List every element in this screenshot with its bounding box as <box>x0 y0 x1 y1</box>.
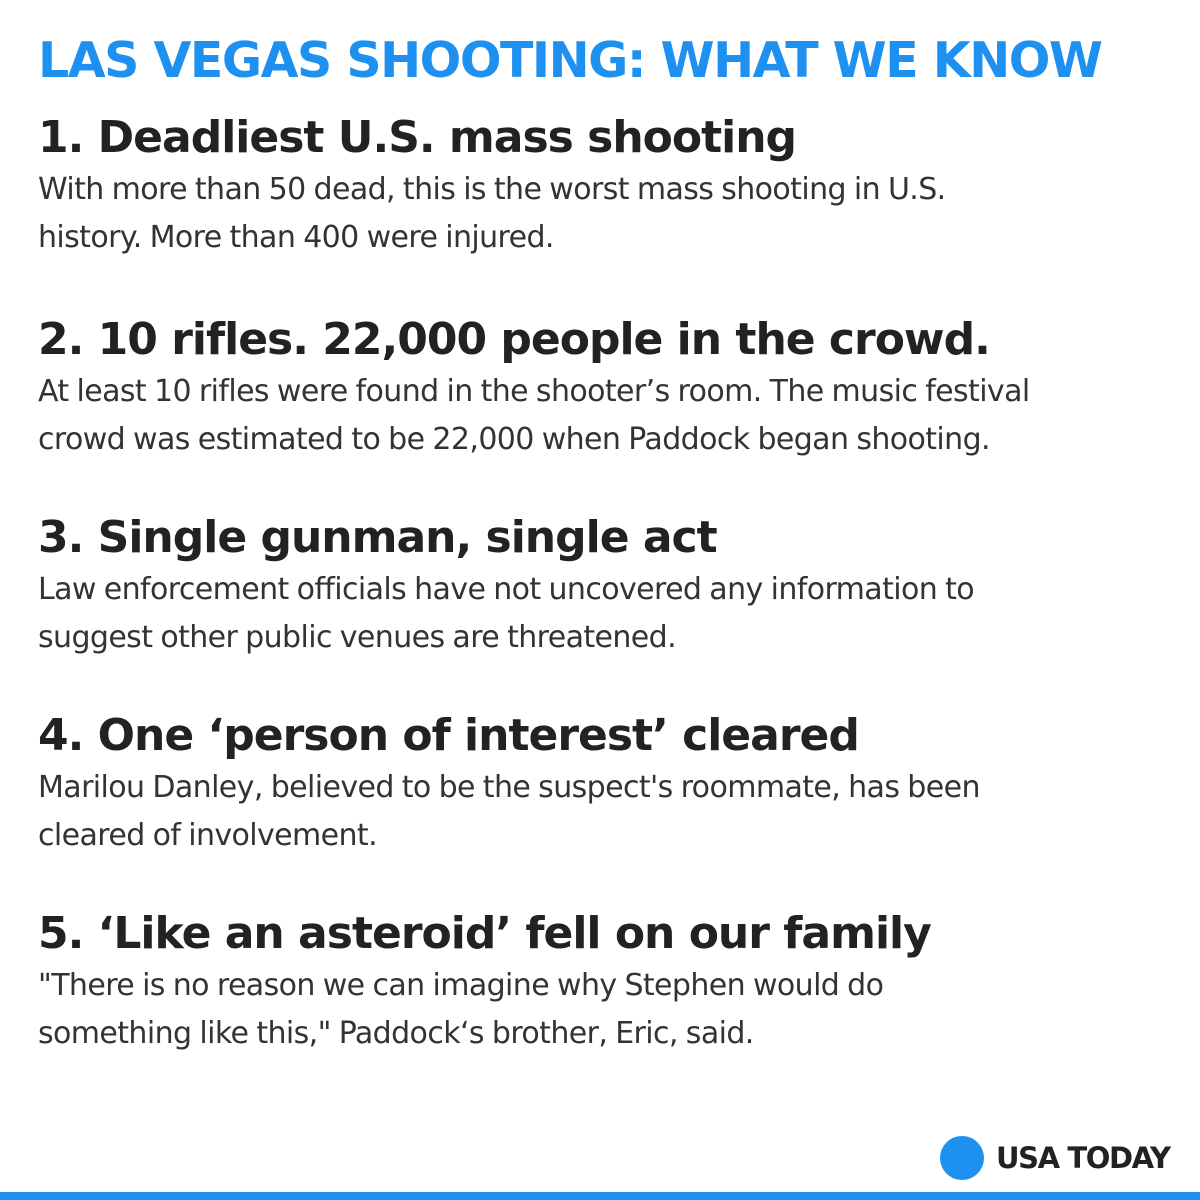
fact-heading: 3. Single gunman, single act <box>38 512 717 563</box>
fact-heading: 1. Deadliest U.S. mass shooting <box>38 112 797 163</box>
fact-body-line: Law enforcement officials have not uncovered any information to <box>38 572 974 607</box>
fact-body <box>38 368 1168 464</box>
fact-body <box>38 764 1168 860</box>
fact-body-line: cleared of involvement. <box>38 818 378 853</box>
fact-heading: 4. One ‘person of interest’ cleared <box>38 710 859 761</box>
fact-body-line: With more than 50 dead, this is the worst mass shooting in U.S. <box>38 172 946 207</box>
usa-today-logo <box>940 1136 1170 1180</box>
fact-body-line: Marilou Danley, believed to be the suspect's roommate, has been <box>38 770 980 805</box>
fact-item-4 <box>38 708 1168 860</box>
fact-body <box>38 962 1168 1058</box>
fact-item-5 <box>38 906 1168 1058</box>
fact-heading: 5. ‘Like an asteroid’ fell on our family <box>38 908 931 959</box>
bottom-rule <box>0 1192 1200 1200</box>
fact-body-line: At least 10 rifles were found in the shooter’s room. The music festival <box>38 374 1030 409</box>
fact-item-3 <box>38 510 1168 662</box>
logo-text: USA TODAY <box>996 1141 1170 1175</box>
fact-body <box>38 166 1168 262</box>
fact-body-line: crowd was estimated to be 22,000 when Paddock began shooting. <box>38 422 990 457</box>
fact-body-line: suggest other public venues are threatened. <box>38 620 677 655</box>
fact-heading: 2. 10 rifles. 22,000 people in the crowd. <box>38 314 990 365</box>
fact-item-2 <box>38 312 1168 464</box>
fact-body <box>38 566 1168 662</box>
fact-item-1 <box>38 110 1168 262</box>
fact-body-line: something like this," Paddock‘s brother, Eric, said. <box>38 1016 754 1051</box>
fact-body-line: history. More than 400 were injured. <box>38 220 554 255</box>
fact-body-line: "There is no reason we can imagine why Stephen would do <box>38 968 884 1003</box>
page-title: LAS VEGAS SHOOTING: WHAT WE KNOW <box>38 32 1102 89</box>
blue-circle-icon <box>940 1136 984 1180</box>
